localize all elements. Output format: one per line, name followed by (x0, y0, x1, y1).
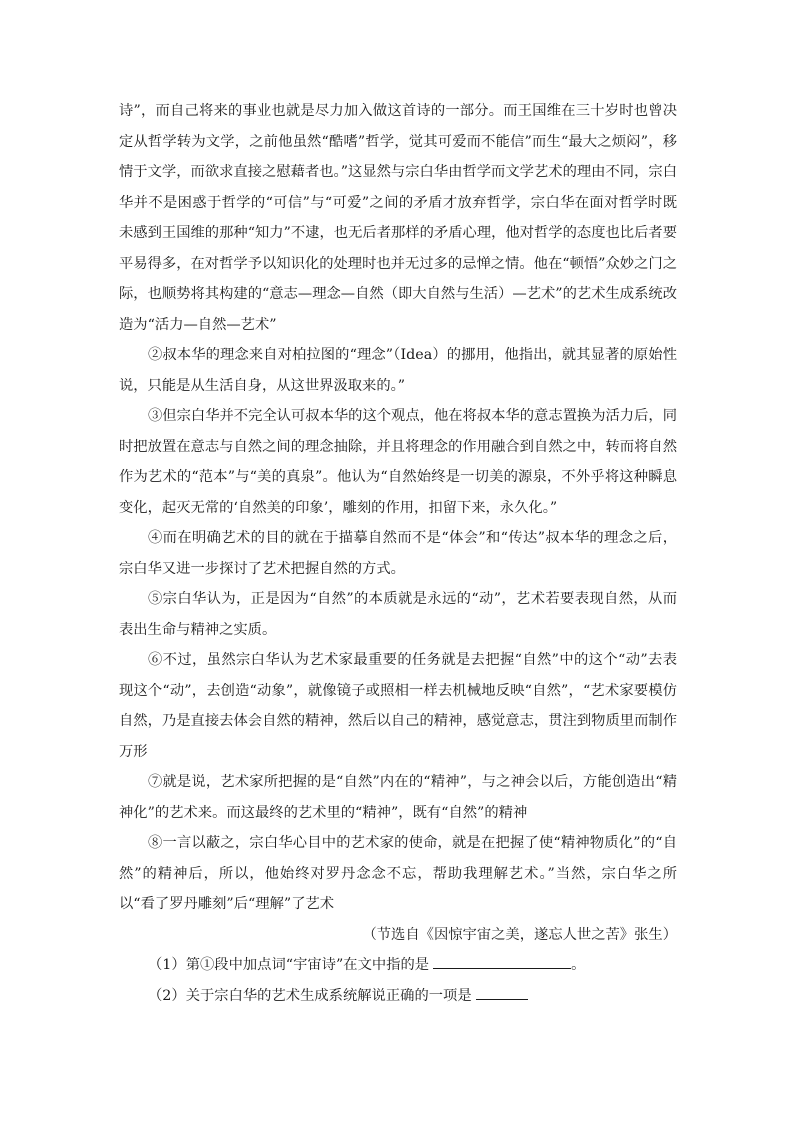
paragraph-4: ④而在明确艺术的目的就在于描摹自然而不是“体会”和“传达”叔本华的理念之后，宗白华又进一步探讨了艺术把握自然的方式。 (119, 530, 677, 577)
paragraph-3: ③但宗白华并不完全认可叔本华的这个观点，他在将叔本华的意志置换为活力后，同时把放置在意志与自然之间的理念抽除，并且将理念的作用融合到自然之中，转而将自然作为艺术的“范本”与“美的真泉”。他认为“自然始终是一切美的源泉，不外乎将这种瞬息变化，起灭无常的‘自然美的印象’，雕刻的作用，扣留下来，永久化。” (119, 408, 677, 516)
paragraph-1: 诗”，而自己将来的事业也就是尽力加入做这首诗的一部分。而王国维在三十岁时也曾决定从哲学转为文学，之前他虽然“酷嗜”哲学，觉其可爱而不能信”而生“最大之烦闷”，移情于文学，而欲求直接之慰藉者也。”这显然与宗白华由哲学而文学艺术的理由不同，宗白华并不是困惑于哲学的“可信”与“可爱”之间的矛盾才放弃哲学，宗白华在面对哲学时既未感到王国维的那种“知力”不逮，也无后者那样的矛盾心理，他对哲学的态度也比后者要平易得多，在对哲学予以知识化的处理时也并无过多的忌惮之情。他在“顿悟”众妙之门之际，也顺势将其构建的“意志—理念—自然（即大自然与生活）—艺术”的艺术生成系统改造为“活力—自然—艺术” (119, 103, 677, 333)
paragraph-6: ⑥不过，虽然宗白华认为艺术家最重要的任务就是去把握“自然”中的这个“动”去表现这个“动”，去创造“动象”，就像镜子或照相一样去机械地反映“自然”，“艺术家要模仿自然，乃是直接去体会自然的精神，然后以自己的精神，感觉意志，贯注到物质里而制作万形 (119, 652, 677, 760)
source-citation: （节选自《因惊宇宙之美，遂忘人世之苦》张生） (362, 926, 677, 943)
document-page (119, 96, 677, 1011)
paragraph-2: ②叔本华的理念来自对柏拉图的“理念”（Idea）的挪用，他指出，就其显著的原始性说，只能是从生活自身，从这世界汲取来的。” (119, 347, 677, 394)
paragraph-5: ⑤宗白华认为，正是因为“自然”的本质就是永远的“动”，艺术若要表现自然，从而表出生命与精神之实质。 (119, 591, 677, 638)
question-2 (119, 981, 677, 1012)
answer-blank-2[interactable] (476, 983, 528, 1000)
paragraph-7: ⑦就是说，艺术家所把握的是“自然”内在的“精神”，与之神会以后，方能创造出“精神化”的艺术来。而这最终的艺术里的“精神”，既有“自然”的精神 (119, 774, 677, 821)
answer-blank-1[interactable] (433, 952, 571, 969)
paragraph-8: ⑧一言以蔽之，宗白华心目中的艺术家的使命，就是在把握了使“精神物质化”的“自然”的精神后，所以，他始终对罗丹念念不忘，帮助我理解艺术。”当然，宗白华之所以“看了罗丹雕刻”后“理解”了艺术 (119, 835, 677, 912)
question-1-text: （1）第①段中加点词“宇宙诗”在文中指的是 (148, 957, 430, 973)
question-1-suffix: 。 (571, 957, 586, 973)
question-2-text: （2）关于宗白华的艺术生成系统解说正确的一项是 (148, 987, 472, 1004)
question-1 (119, 950, 677, 981)
